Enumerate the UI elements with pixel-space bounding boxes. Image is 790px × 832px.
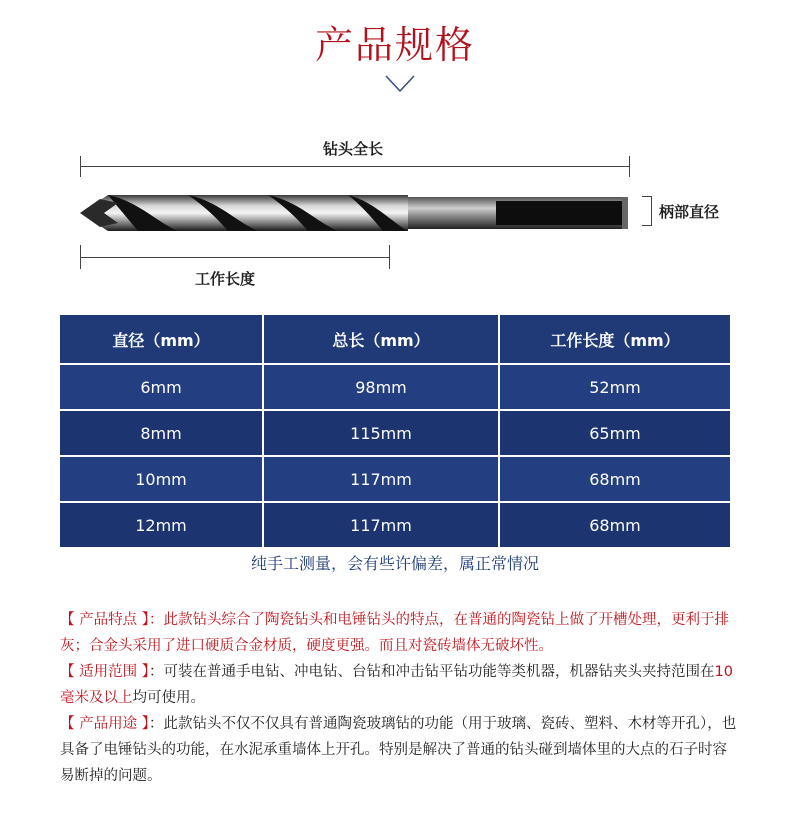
scope-label: 【 适用范围 】 bbox=[60, 664, 149, 680]
cell-total-length: 117mm bbox=[263, 502, 499, 548]
total-length-tick-left bbox=[80, 156, 81, 177]
working-length-tick-right bbox=[389, 245, 390, 269]
spec-table bbox=[58, 313, 732, 549]
total-length-label: 钻头全长 bbox=[323, 140, 384, 158]
cell-total-length: 115mm bbox=[263, 410, 499, 456]
table-row bbox=[59, 410, 731, 456]
cell-diameter: 8mm bbox=[59, 410, 263, 456]
cell-working-length: 65mm bbox=[499, 410, 731, 456]
usage-text: ：此款钻头不仅不仅具有普通陶瓷玻璃钻的功能（用于玻璃、瓷砖、塑料、木材等开孔），也具备了电锤钻头的功能，在水泥承重墙体上开孔。特别是解决了普通的钻头碰到墙体里的大点的石子时容易断掉的问题。 bbox=[60, 716, 737, 784]
table-header-row bbox=[59, 314, 731, 364]
cell-working-length: 68mm bbox=[499, 456, 731, 502]
total-length-line bbox=[80, 166, 630, 167]
cell-working-length: 52mm bbox=[499, 364, 731, 410]
drill-bit-image bbox=[78, 189, 630, 237]
cell-working-length: 68mm bbox=[499, 502, 731, 548]
cell-total-length: 117mm bbox=[263, 456, 499, 502]
cell-diameter: 12mm bbox=[59, 502, 263, 548]
table-row bbox=[59, 364, 731, 410]
shank-diameter-label: 柄部直径 bbox=[659, 203, 720, 221]
working-length-tick-left bbox=[80, 245, 81, 269]
features-paragraph bbox=[60, 607, 740, 659]
header-working-length: 工作长度（mm） bbox=[499, 314, 731, 364]
measure-note: 纯手工测量，会有些许偏差，属正常情况 bbox=[250, 554, 539, 573]
working-length-line bbox=[80, 257, 390, 258]
total-length-tick-right bbox=[629, 156, 630, 177]
usage-paragraph bbox=[60, 711, 740, 789]
scope-paragraph bbox=[60, 659, 740, 711]
scope-text-end: 均可使用。 bbox=[132, 690, 205, 706]
table-row bbox=[59, 502, 731, 548]
usage-label: 【 产品用途 】 bbox=[60, 716, 149, 732]
cell-total-length: 98mm bbox=[263, 364, 499, 410]
features-label: 【 产品特点 】 bbox=[60, 612, 149, 628]
header-diameter: 直径（mm） bbox=[59, 314, 263, 364]
page-title: 产品规格 bbox=[314, 23, 475, 67]
header-total-length: 总长（mm） bbox=[263, 314, 499, 364]
chevron-down-icon bbox=[384, 73, 416, 95]
scope-text: ：可装在普通手电钻、冲电钻、台钻和冲击钻平钻功能等类机器，机器钻夹头夹持范围在 bbox=[148, 664, 715, 680]
shank-dim-line bbox=[651, 196, 652, 226]
features-text: ：此款钻头综合了陶瓷钻头和电锤钻头的特点，在普通的陶瓷钻上做了开槽处理，更利于排灰；合金头采用了进口硬质合金材质，硬度更强。而且对瓷砖墙体无破坏性。 bbox=[60, 612, 729, 654]
table-row bbox=[59, 456, 731, 502]
cell-diameter: 6mm bbox=[59, 364, 263, 410]
scope-highlight: 10毫米及以上 bbox=[60, 664, 733, 706]
working-length-label: 工作长度 bbox=[195, 270, 256, 288]
cell-diameter: 10mm bbox=[59, 456, 263, 502]
